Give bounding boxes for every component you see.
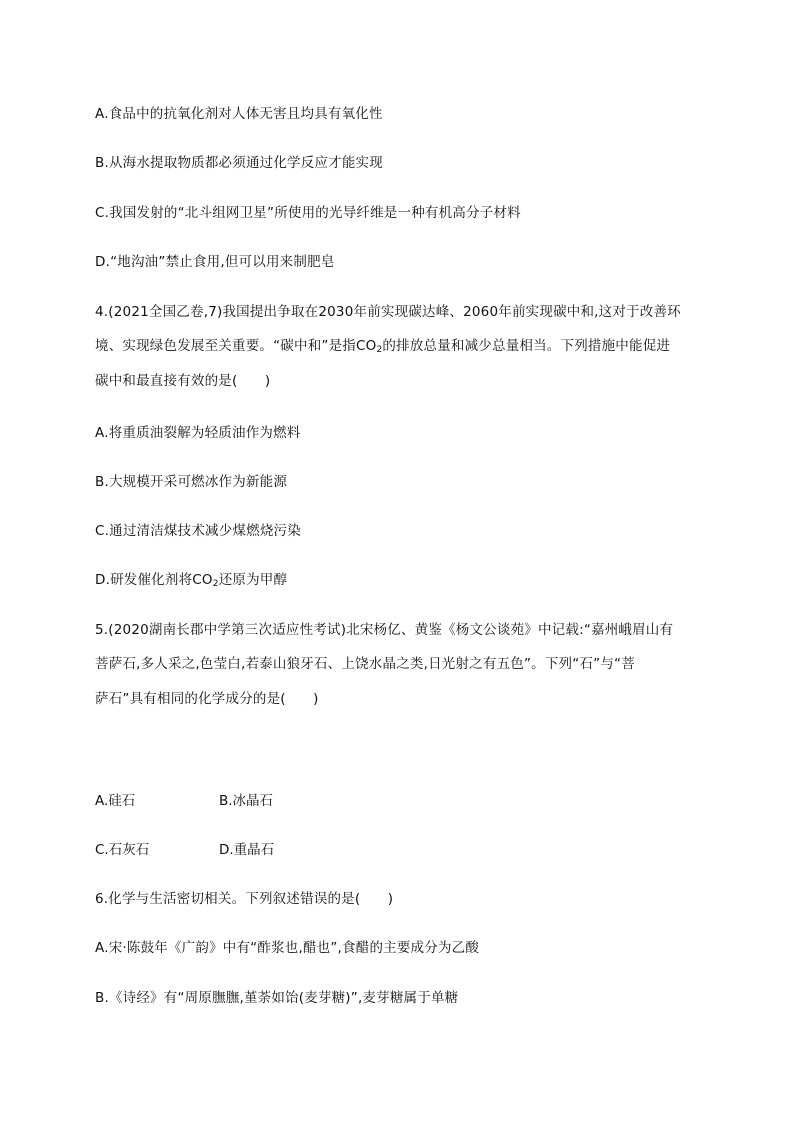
q5-options-row-1 bbox=[95, 791, 395, 811]
q4-option-a: A.将重质油裂解为轻质油作为燃料 bbox=[95, 425, 301, 441]
q6-option-b: B.《诗经》有“周原膴膴,堇荼如饴(麦芽糖)”,麦芽糖属于单糖 bbox=[95, 990, 459, 1006]
q4-option-c: C.通过清洁煤技术减少煤燃烧污染 bbox=[95, 523, 301, 539]
q5-options-row-2 bbox=[95, 840, 395, 860]
q5-option-d: D.重晶石 bbox=[219, 842, 275, 858]
q4-option-d-post: 还原为甲醇 bbox=[218, 572, 288, 588]
q4-option-d bbox=[95, 570, 287, 594]
q5-stem-line-2: 菩萨石,多人采之,色莹白,若泰山狼牙石、上饶水晶之类,日光射之有五色”。下列“石”与“菩 bbox=[95, 656, 635, 672]
q6-stem: 6.化学与生活密切相关。下列叙述错误的是( ) bbox=[95, 891, 394, 907]
q3-option-a: A.食品中的抗氧化剂对人体无害且均具有氧化性 bbox=[95, 106, 383, 122]
q3-option-b: B.从海水提取物质都必须通过化学反应才能实现 bbox=[95, 155, 383, 171]
q4-stem-line-2-post: 的排放总量和减少总量相当。下列措施中能促进 bbox=[382, 338, 671, 354]
q4-option-b: B.大规模开采可燃冰作为新能源 bbox=[95, 474, 288, 490]
q4-stem-subscript: 2 bbox=[376, 345, 383, 355]
q4-stem-line-2-pre: 境、实现绿色发展至关重要。“碳中和”是指CO bbox=[95, 338, 377, 354]
q3-option-c: C.我国发射的“北斗组网卫星”所使用的光导纤维是一种有机高分子材料 bbox=[95, 205, 521, 221]
q4-stem-line-1: 4.(2021全国乙卷,7)我国提出争取在2030年前实现碳达峰、2060年前实现碳中和,这对于改善环 bbox=[95, 304, 681, 320]
q3-option-d: D.“地沟油”禁止食用,但可以用来制肥皂 bbox=[95, 254, 335, 270]
q5-stem-line-1: 5.(2020湖南长郡中学第三次适应性考试)北宋杨亿、黄鉴《杨文公谈苑》中记载:“嘉州峨眉山有 bbox=[95, 622, 674, 638]
q4-stem-line-3: 碳中和最直接有效的是( ) bbox=[95, 373, 271, 389]
q4-stem-line-2 bbox=[95, 336, 670, 360]
q5-option-c: C.石灰石 bbox=[95, 842, 150, 858]
q5-stem-line-3: 萨石”具有相同的化学成分的是( ) bbox=[95, 691, 319, 707]
q5-option-b: B.冰晶石 bbox=[219, 793, 274, 809]
q6-option-a: A.宋·陈鼓年《广韵》中有“酢浆也,醋也”,食醋的主要成分为乙酸 bbox=[95, 940, 480, 956]
q4-option-d-pre: D.研发催化剂将CO bbox=[95, 572, 213, 588]
q5-option-a: A.硅石 bbox=[95, 793, 136, 809]
q4-option-d-subscript: 2 bbox=[212, 579, 219, 589]
